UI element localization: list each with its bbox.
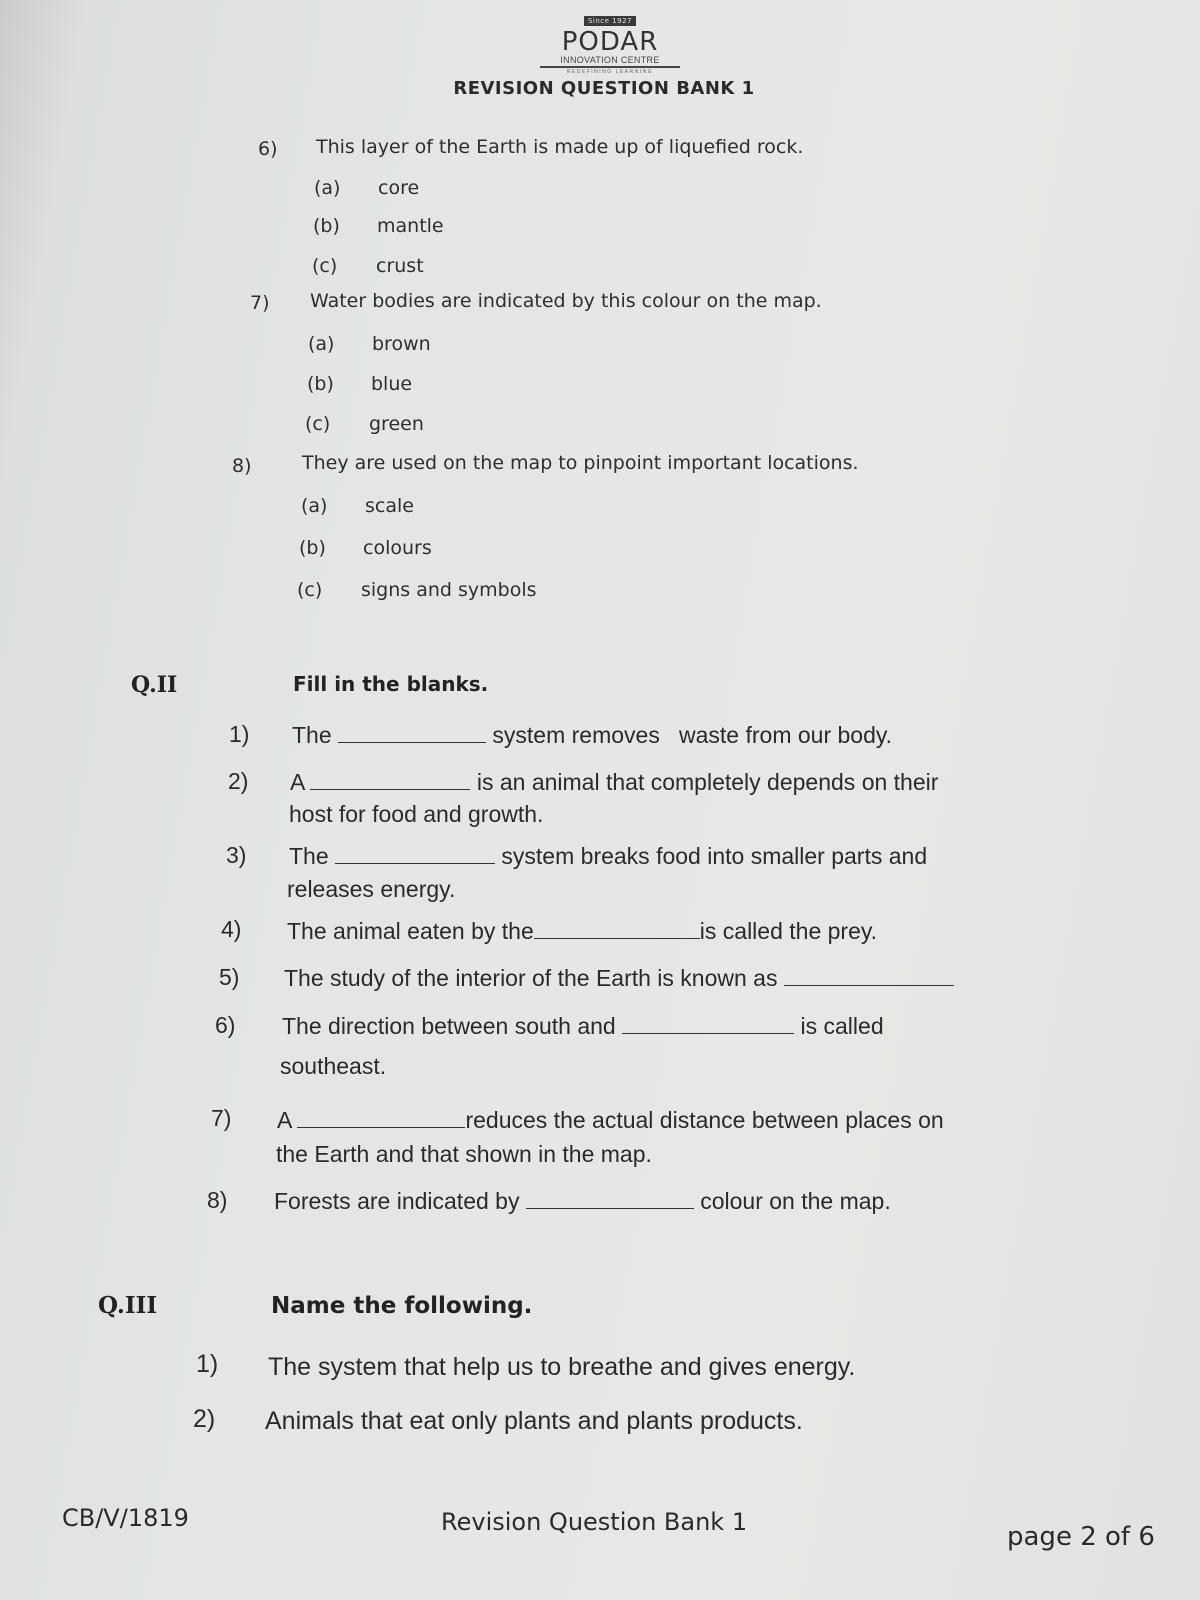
mcq-6-option-b: [313, 215, 444, 237]
section-3-label: Q.III: [98, 1292, 158, 1319]
mcq-6-question: This layer of the Earth is made up of liquefied rock.: [316, 136, 804, 158]
option-letter: (b): [313, 215, 340, 237]
mcq-6-number: 6): [258, 138, 278, 160]
answer-blank[interactable]: [534, 920, 700, 939]
option-text: brown: [372, 333, 431, 355]
fill-4-text: [287, 918, 877, 945]
fill-2-text: [290, 769, 938, 796]
fill-7-text: [277, 1107, 944, 1134]
footer-page-number: page 2 of 6: [1007, 1522, 1155, 1552]
fill-text-after: system breaks food into smaller parts and: [501, 843, 928, 869]
option-letter: (b): [307, 373, 334, 395]
fill-6-number: 6): [215, 1012, 236, 1038]
mcq-8-option-b: [299, 537, 432, 559]
logo-since-badge: Since 1927: [584, 16, 636, 26]
mcq-7-option-b: [307, 373, 412, 395]
option-text: blue: [371, 373, 413, 395]
section-2-title: Fill in the blanks.: [293, 672, 489, 696]
fill-text-before: The: [289, 843, 329, 869]
fill-text-before: The study of the interior of the Earth is known as: [284, 965, 778, 991]
fill-text-before: The: [292, 722, 332, 748]
option-text: core: [378, 177, 420, 199]
mcq-7-option-c: [305, 413, 424, 435]
fill-text-before: The direction between south and: [282, 1013, 616, 1039]
fill-6-continuation: southeast.: [280, 1053, 387, 1079]
answer-blank[interactable]: [310, 771, 470, 790]
answer-blank[interactable]: [338, 724, 486, 743]
podar-logo: [540, 8, 680, 75]
mcq-8-option-a: [301, 495, 414, 517]
option-text: mantle: [377, 215, 444, 237]
fill-text-before: A: [290, 769, 305, 795]
mcq-6-option-a: [314, 177, 419, 199]
option-letter: (c): [312, 255, 338, 277]
mcq-7-question: Water bodies are indicated by this colour on the map.: [310, 290, 822, 312]
fill-7-continuation: the Earth and that shown in the map.: [276, 1141, 652, 1167]
name-2-number: 2): [193, 1405, 216, 1433]
option-text: scale: [365, 495, 414, 517]
footer-title: Revision Question Bank 1: [441, 1508, 748, 1536]
option-letter: (c): [305, 413, 331, 435]
answer-blank[interactable]: [622, 1015, 794, 1034]
mcq-7-option-a: [308, 333, 431, 355]
fill-text-after: is called the prey.: [699, 918, 878, 944]
fill-3-number: 3): [226, 842, 247, 868]
fill-8-text: [274, 1188, 891, 1215]
logo-subtitle: INNOVATION CENTRE: [540, 55, 680, 68]
fill-text-after: is called: [800, 1013, 884, 1039]
mcq-6-option-c: [312, 255, 424, 277]
fill-2-continuation: host for food and growth.: [289, 801, 544, 827]
mcq-8-option-c: [297, 579, 537, 601]
section-2-label: Q.II: [131, 672, 178, 698]
fill-8-number: 8): [207, 1187, 228, 1213]
page-title: REVISION QUESTION BANK 1: [453, 78, 755, 99]
fill-1-text: [292, 722, 892, 749]
mcq-8-number: 8): [232, 455, 252, 477]
option-letter: (a): [314, 177, 341, 199]
logo-brand: PODAR: [561, 27, 659, 57]
option-text: colours: [363, 537, 432, 559]
option-letter: (a): [308, 333, 335, 355]
name-1-number: 1): [196, 1350, 219, 1378]
fill-text-before: Forests are indicated by: [274, 1188, 520, 1214]
fill-7-number: 7): [211, 1105, 232, 1131]
answer-blank[interactable]: [526, 1190, 694, 1209]
fill-5-text: [284, 965, 954, 992]
fill-text-after: reduces the actual distance between places on: [465, 1107, 944, 1133]
option-text: signs and symbols: [361, 579, 537, 601]
option-text: crust: [376, 255, 424, 277]
answer-blank[interactable]: [784, 967, 954, 986]
fill-3-text: [289, 843, 927, 870]
option-letter: (c): [297, 579, 323, 601]
fill-3-continuation: releases energy.: [287, 876, 456, 902]
option-letter: (a): [301, 495, 328, 517]
fill-text-before: The animal eaten by the: [287, 918, 534, 944]
logo-tagline: REDEFINING LEARNING: [566, 69, 654, 75]
fill-4-number: 4): [221, 916, 242, 942]
mcq-8-question: They are used on the map to pinpoint important locations.: [302, 452, 859, 474]
name-2-text: Animals that eat only plants and plants products.: [265, 1407, 803, 1435]
footer-code: CB/V/1819: [62, 1504, 189, 1532]
fill-1-number: 1): [229, 721, 250, 747]
fill-text-after: colour on the map.: [700, 1188, 891, 1214]
fill-text-after: system removes waste from our body.: [492, 722, 893, 748]
fill-2-number: 2): [228, 768, 249, 794]
fill-text-after: is an animal that completely depends on their: [476, 769, 939, 795]
fill-text-before: A: [277, 1107, 292, 1133]
answer-blank[interactable]: [297, 1109, 465, 1128]
name-1-text: The system that help us to breathe and gives energy.: [268, 1353, 856, 1381]
fill-6-text: [282, 1013, 884, 1040]
answer-blank[interactable]: [335, 845, 495, 864]
fill-5-number: 5): [219, 964, 240, 990]
mcq-7-number: 7): [250, 292, 270, 314]
section-3-title: Name the following.: [271, 1293, 533, 1319]
option-text: green: [369, 413, 424, 435]
option-letter: (b): [299, 537, 326, 559]
